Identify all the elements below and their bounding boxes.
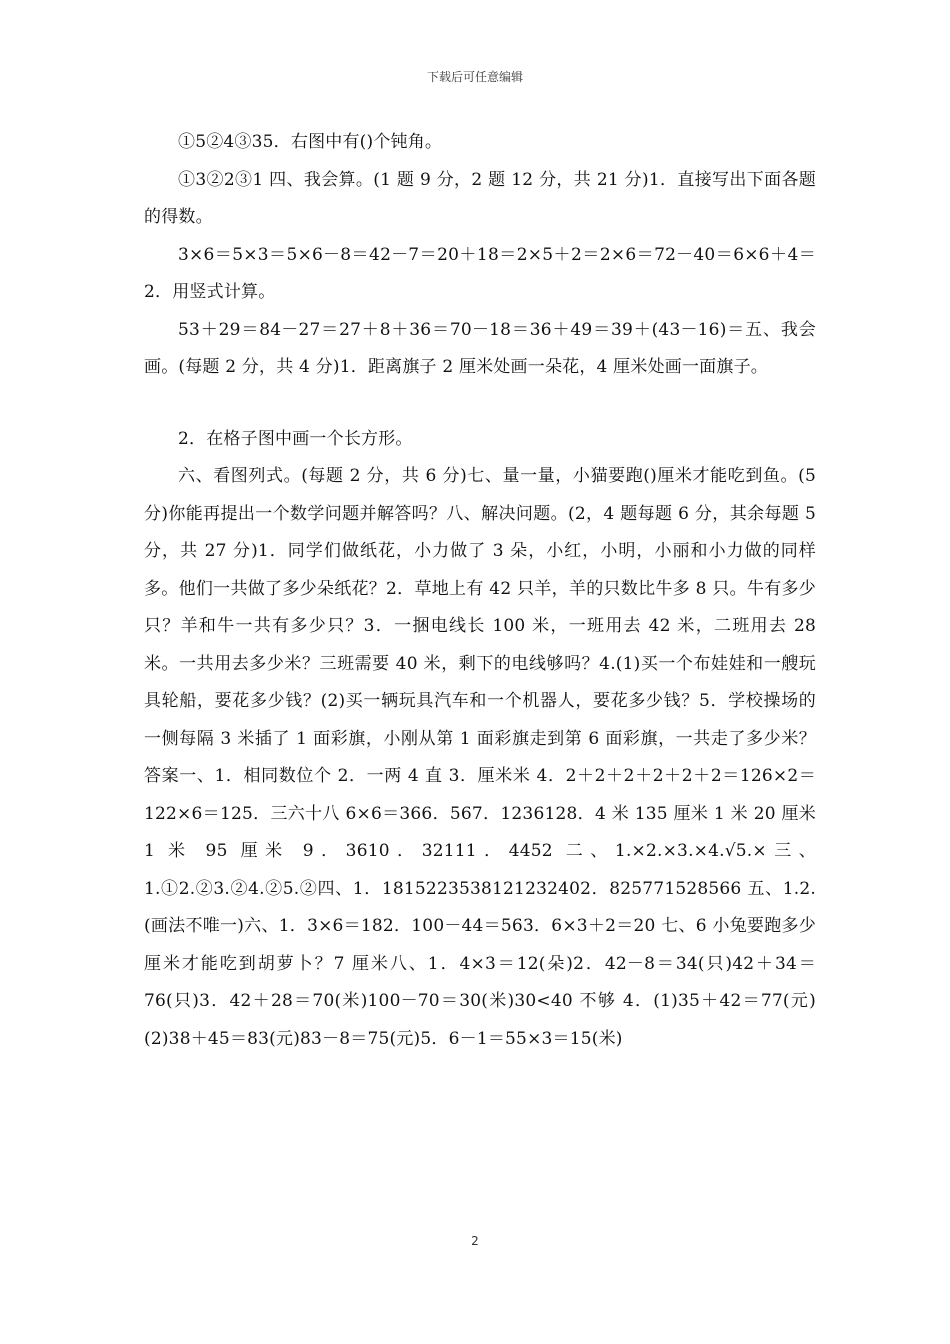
- paragraph-5: 2．在格子图中画一个长方形。: [178, 428, 413, 449]
- paragraph-2: ①3②2③1 四、我会算。(1 题 9 分，2 题 12 分，共 21 分)1．直接写出下面各题的得数。: [144, 169, 816, 227]
- paragraph-6: 六、看图列式。(每题 2 分，共 6 分)七、量一量，小猫要跑()厘米才能吃到鱼。(5 分)你能再提出一个数学问题并解答吗？八、解决问题。(2，4 题每题 6 分，其余每题 5 分，共 27 分)1．同学们做纸花，小力做了 3 朵，小红，小明，小丽和小力做的同样多。他们一共做了多少朵纸花？2．草地上有 42 只羊，羊的只数比牛多 8 只。牛有多少只？羊和牛一共有多少只？3．一捆电线长 100 米，一班用去 42 米，二班用去 28 米。一共用去多少米？三班需要 40 米，剩下的电线够吗？4.(1)买一个布娃娃和一艘玩具轮船，要花多少钱？(2)买一辆玩具汽车和一个机器人，要花多少钱？5．学校操场的一侧每隔 3 米插了 1 面彩旗，小刚从第 1 面彩旗走到第 6 面彩旗，一共走了多少米？答案一、1．相同数位个 2．一两 4 直 3．厘米米 4．2＋2＋2＋2＋2＋2＝126×2＝122×6＝125．三六十八 6×6＝366．567．1236128．4 米 135 厘米 1 米 20 厘米 1 米 95 厘米 9．3610．32111．4452 二、1.×2.×3.×4.√5.×三、1.①2.②3.②4.②5.②四、1．1815223538121232402．825771528566 五、1.2.(画法不唯一)六、1．3×6＝182．100－44＝563．6×3＋2＝20 七、6 小兔要跑多少厘米才能吃到胡萝卜？7 厘米八、1．4×3＝12(朵)2．42－8＝34(只)42＋34＝76(只)3．42＋28＝70(米)100－70＝30(米)30<40 不够 4．(1)35＋42＝77(元)(2)38＋45＝83(元)83－8＝75(元)5．6－1＝55×3＝15(米): [144, 466, 816, 1049]
- paragraph-4: 53＋29＝84－27＝27＋8＋36＝70－18＝36＋49＝39＋(43－16)＝五、我会画。(每题 2 分，共 4 分)1．距离旗子 2 厘米处画一朵花，4 厘米处画一面旗子。: [144, 319, 816, 377]
- paragraph-1: ①5②4③35．右图中有()个钝角。: [178, 132, 443, 152]
- paragraph-3: 3×6＝5×3＝5×6－8＝42－7＝20＋18＝2×5＋2＝2×6＝72－40＝6×6＋4＝2．用竖式计算。: [144, 244, 816, 302]
- page-header: 下载后可任意编辑: [426, 70, 523, 84]
- page-number: 2: [471, 1234, 479, 1248]
- document-body: [144, 124, 816, 1058]
